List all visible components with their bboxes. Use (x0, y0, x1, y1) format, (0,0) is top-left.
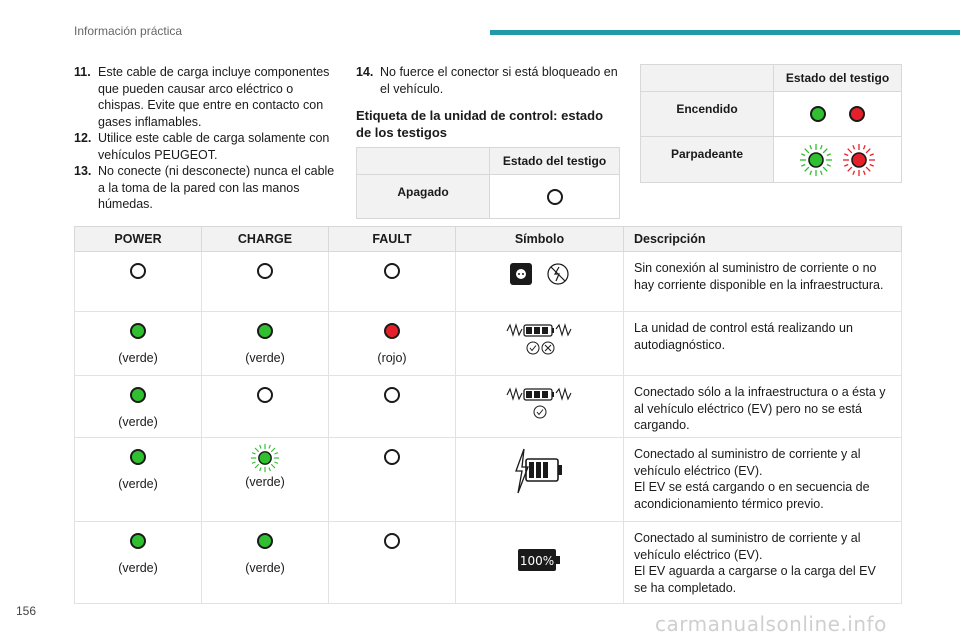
page-number: 156 (16, 604, 37, 618)
battery-charging-icon (512, 447, 568, 497)
led-green-icon (130, 323, 146, 339)
symbol-cell (456, 312, 624, 376)
color-label: (rojo) (377, 351, 407, 365)
symbol-cell (456, 438, 624, 522)
item-number: 11. (74, 65, 91, 79)
led-green-icon (810, 106, 826, 122)
led-off-table (356, 147, 620, 219)
header-accent-bar (490, 30, 960, 35)
battery-percent-text: 100% (519, 554, 554, 568)
column-header-symbol: Símbolo (456, 227, 624, 252)
led-green-icon (130, 387, 146, 403)
color-label: (verde) (118, 351, 158, 365)
fault-cell (329, 522, 456, 604)
power-cell (75, 376, 202, 438)
row-label-apagado: Apagado (357, 175, 490, 219)
led-status-table (74, 226, 902, 604)
table-row (75, 438, 902, 522)
symbol-cell (456, 522, 624, 604)
color-label: (verde) (245, 475, 285, 489)
list-item (74, 130, 336, 163)
led-green-icon (257, 533, 273, 549)
item-text: Utilice este cable de carga solamente con vehículos PEUGEOT. (98, 131, 330, 162)
section-title: Información práctica (74, 24, 183, 38)
symbol-cell (456, 252, 624, 312)
led-off-icon (547, 189, 563, 205)
item-text: No conecte (ni desconecte) nunca el cable a la toma de la pared con las manos húmedas. (98, 164, 335, 211)
led-off-cell (490, 175, 620, 219)
charge-cell (202, 252, 329, 312)
table-header-row (75, 227, 902, 252)
led-red-icon (849, 106, 865, 122)
fault-cell (329, 438, 456, 522)
numbered-list-middle (356, 64, 618, 97)
empty-header-cell (641, 65, 774, 92)
led-red-blinking-icon (842, 143, 876, 177)
charge-cell (202, 522, 329, 604)
led-green-icon (130, 449, 146, 465)
table-header: Estado del testigo (490, 148, 620, 175)
led-green-icon (130, 533, 146, 549)
plug-off-icon (508, 261, 572, 287)
charge-cell (202, 312, 329, 376)
symbol-cell (456, 376, 624, 438)
color-label: (verde) (118, 477, 158, 491)
column-header-charge: CHARGE (202, 227, 329, 252)
row-label-encendido: Encendido (641, 92, 774, 137)
description-cell: Conectado al suministro de corriente y al vehículo eléctrico (EV). El EV aguarda a cargarse o la carga del EV se ha completado. (624, 522, 902, 604)
battery-full-icon (518, 549, 562, 571)
power-cell (75, 438, 202, 522)
section-subheading: Etiqueta de la unidad de control: estado de los testigos (356, 108, 604, 140)
led-off-icon (384, 449, 400, 465)
connected-not-charging-icon (505, 385, 575, 421)
item-number: 13. (74, 164, 92, 178)
description-cell: Conectado al suministro de corriente y al vehículo eléctrico (EV). El EV se está cargando o en secuencia de acondicionamiento térmico previo. (624, 438, 902, 522)
list-item (74, 64, 336, 130)
description-cell: La unidad de control está realizando un autodiagnóstico. (624, 312, 902, 376)
led-off-icon (130, 263, 146, 279)
description-cell: Conectado sólo a la infraestructura o a ésta y al vehículo eléctrico (EV) pero no se está cargando. (624, 376, 902, 438)
table-row (75, 376, 902, 438)
item-text: No fuerce el conector si está bloqueado en el vehículo. (380, 65, 618, 96)
empty-header-cell (357, 148, 490, 175)
color-label: (verde) (118, 415, 158, 429)
led-blink-cell (774, 137, 902, 183)
row-label-parpadeante: Parpadeante (641, 137, 774, 183)
led-off-icon (384, 533, 400, 549)
power-cell (75, 312, 202, 376)
led-state-table (640, 64, 902, 183)
list-item (74, 163, 336, 213)
color-label: (verde) (245, 561, 285, 575)
fault-cell (329, 376, 456, 438)
self-test-icon (505, 321, 575, 357)
description-cell: Sin conexión al suministro de corriente o no hay corriente disponible en la infraestructura. (624, 252, 902, 312)
column-header-fault: FAULT (329, 227, 456, 252)
table-row (75, 312, 902, 376)
led-green-blinking-icon (799, 143, 833, 177)
color-label: (verde) (245, 351, 285, 365)
color-label: (verde) (118, 561, 158, 575)
item-text: Este cable de carga incluye componentes que pueden causar arco eléctrico o chispas. Evite que entre en contacto con gases inflamables. (98, 65, 330, 129)
list-item (356, 64, 618, 97)
charge-cell (202, 376, 329, 438)
fault-cell (329, 312, 456, 376)
fault-cell (329, 252, 456, 312)
item-number: 12. (74, 131, 92, 145)
column-header-description: Descripción (624, 227, 902, 252)
led-off-icon (257, 263, 273, 279)
led-on-cell (774, 92, 902, 137)
table-header: Estado del testigo (774, 65, 902, 92)
item-number: 14. (356, 65, 374, 79)
led-off-icon (384, 387, 400, 403)
table-row (75, 522, 902, 604)
column-header-power: POWER (75, 227, 202, 252)
watermark: carmanualsonline.info (655, 612, 887, 636)
led-green-icon (257, 323, 273, 339)
led-green-blinking-icon (250, 443, 280, 473)
led-red-icon (384, 323, 400, 339)
power-cell (75, 252, 202, 312)
charge-cell (202, 438, 329, 522)
table-row (75, 252, 902, 312)
led-off-icon (384, 263, 400, 279)
numbered-list-left (74, 64, 336, 213)
led-off-icon (257, 387, 273, 403)
power-cell (75, 522, 202, 604)
